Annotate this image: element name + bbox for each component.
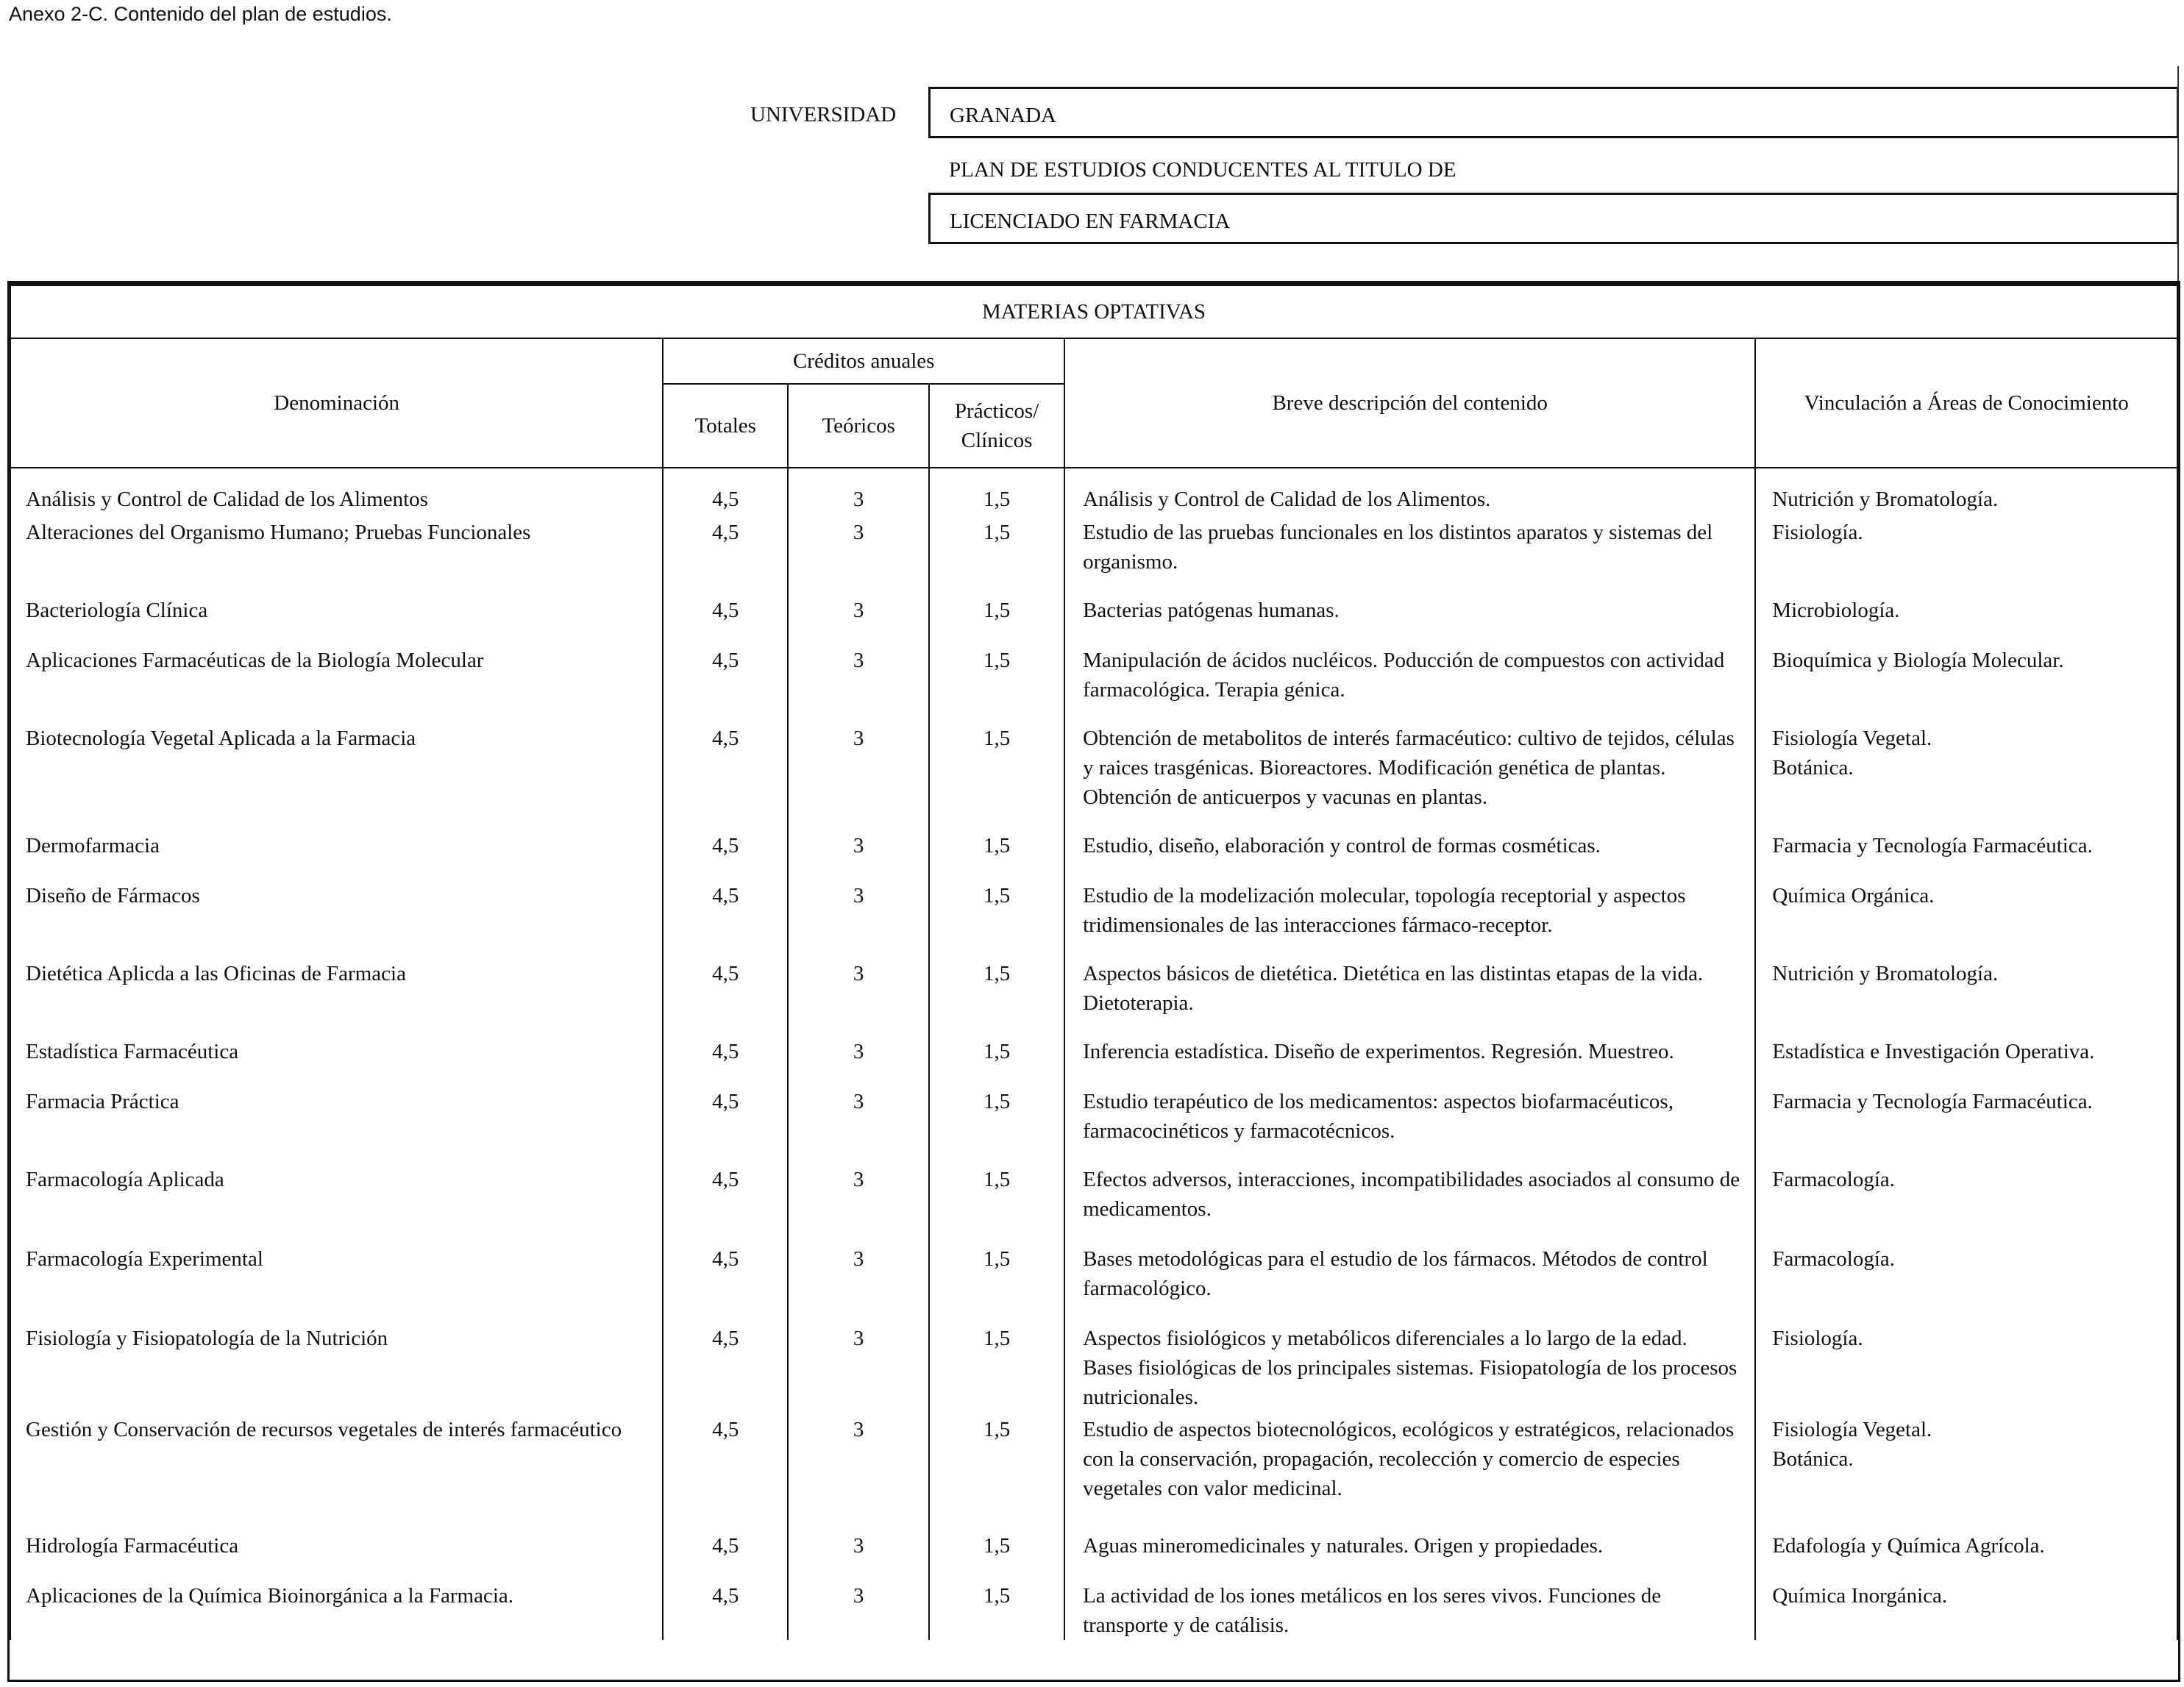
course-name: Farmacología Aplicada [10,1165,663,1244]
course-name: Aplicaciones Farmacéuticas de la Biología Molecular [10,646,663,724]
credits-theory: 3 [788,596,929,646]
credits-total: 4,5 [663,831,788,881]
credits-total: 4,5 [663,724,788,831]
knowledge-areas: Bioquímica y Biología Molecular. [1755,646,2177,724]
knowledge-areas: Química Inorgánica. [1755,1581,2177,1640]
credits-theory: 3 [788,1324,929,1415]
col-name-header: Denominación [10,338,663,468]
credits-practice: 1,5 [929,1165,1064,1244]
annex-caption: Anexo 2-C. Contenido del plan de estudios. [9,3,392,25]
course-description: Bases metodológicas para el estudio de los fármacos. Métodos de control farmacológico. [1064,1244,1755,1324]
credits-total: 4,5 [663,959,788,1037]
course-description: Análisis y Control de Calidad de los Alimentos. [1064,468,1755,518]
courses-table-frame [7,281,2180,1682]
course-description: Manipulación de ácidos nucléicos. Poducción de compuestos con actividad farmacológica. Terapia génica. [1064,646,1755,724]
course-description: Estudio, diseño, elaboración y control de formas cosméticas. [1064,831,1755,881]
knowledge-areas: Estadística e Investigación Operativa. [1755,1037,2177,1087]
table-row [10,1087,2177,1165]
credits-theory: 3 [788,881,929,959]
credits-theory: 3 [788,1415,929,1531]
course-name: Dietética Aplicda a las Oficinas de Farmacia [10,959,663,1037]
credits-practice: 1,5 [929,724,1064,831]
course-description: Obtención de metabolitos de interés farmacéutico: cultivo de tejidos, células y raices trasgénicas. Bioreactores. Modificación genética de plantas. Obtención de anticuerpos y vacunas en plantas. [1064,724,1755,831]
credits-theory: 3 [788,1244,929,1324]
section-title: MATERIAS OPTATIVAS [10,285,2177,338]
university-field [928,87,2179,138]
credits-total: 4,5 [663,1581,788,1640]
credits-total: 4,5 [663,881,788,959]
table-row [10,1037,2177,1087]
plan-label: PLAN DE ESTUDIOS CONDUCENTES AL TITULO DE [949,158,1456,182]
course-description: Bacterias patógenas humanas. [1064,596,1755,646]
course-name: Biotecnología Vegetal Aplicada a la Farmacia [10,724,663,831]
col-description-header: Breve descripción del contenido [1064,338,1755,468]
credits-theory: 3 [788,1037,929,1087]
table-row [10,596,2177,646]
credits-total: 4,5 [663,518,788,596]
col-theory-header: Teóricos [788,384,929,468]
course-description: Inferencia estadística. Diseño de experimentos. Regresión. Muestreo. [1064,1037,1755,1087]
credits-theory: 3 [788,959,929,1037]
credits-theory: 3 [788,1087,929,1165]
course-name: Farmacia Práctica [10,1087,663,1165]
knowledge-areas: Farmacología. [1755,1244,2177,1324]
credits-total: 4,5 [663,468,788,518]
credits-theory: 3 [788,1165,929,1244]
table-row [10,1165,2177,1244]
credits-practice: 1,5 [929,1037,1064,1087]
course-name: Fisiología y Fisiopatología de la Nutrición [10,1324,663,1415]
course-name: Aplicaciones de la Química Bioinorgánica a la Farmacia. [10,1581,663,1640]
col-total-header: Totales [663,384,788,468]
table-row [10,1244,2177,1324]
table-row [10,1581,2177,1640]
course-name: Dermofarmacia [10,831,663,881]
course-name: Diseño de Fármacos [10,881,663,959]
table-row [10,1531,2177,1581]
table-row [10,959,2177,1037]
knowledge-areas: Fisiología. [1755,518,2177,596]
credits-practice: 1,5 [929,1415,1064,1531]
credits-theory: 3 [788,468,929,518]
course-description: Estudio de aspectos biotecnológicos, ecológicos y estratégicos, relacionados con la conservación, propagación, recolección y comercio de especies vegetales con valor medicinal. [1064,1415,1755,1531]
knowledge-areas: Farmacia y Tecnología Farmacéutica. [1755,1087,2177,1165]
credits-practice: 1,5 [929,881,1064,959]
knowledge-areas: Farmacología. [1755,1165,2177,1244]
degree-title-value: LICENCIADO EN FARMACIA [950,210,1231,233]
margin-rule [2177,66,2179,287]
course-description: Estudio de las pruebas funcionales en los distintos aparatos y sistemas del organismo. [1064,518,1755,596]
course-description: Aguas mineromedicinales y naturales. Origen y propiedades. [1064,1531,1755,1581]
university-value: GRANADA [950,104,1056,127]
credits-total: 4,5 [663,1165,788,1244]
course-description: Aspectos básicos de dietética. Dietética en las distintas etapas de la vida. Dietoterapia. [1064,959,1755,1037]
knowledge-areas: Fisiología Vegetal. Botánica. [1755,1415,2177,1531]
knowledge-areas: Fisiología. [1755,1324,2177,1415]
credits-practice: 1,5 [929,1324,1064,1415]
credits-total: 4,5 [663,1531,788,1581]
table-row [10,1415,2177,1531]
credits-total: 4,5 [663,1415,788,1531]
course-description: Aspectos fisiológicos y metabólicos diferenciales a lo largo de la edad. Bases fisiológicas de los principales sistemas. Fisiopatología de los procesos nutricionales. [1064,1324,1755,1415]
credits-practice: 1,5 [929,518,1064,596]
knowledge-areas: Fisiología Vegetal. Botánica. [1755,724,2177,831]
credits-practice: 1,5 [929,468,1064,518]
credits-practice: 1,5 [929,1244,1064,1324]
credits-practice: 1,5 [929,1581,1064,1640]
knowledge-areas: Microbiología. [1755,596,2177,646]
credits-theory: 3 [788,831,929,881]
table-row [10,1324,2177,1415]
knowledge-areas: Edafología y Química Agrícola. [1755,1531,2177,1581]
table-row [10,724,2177,831]
course-description: Efectos adversos, interacciones, incompatibilidades asociados al consumo de medicamentos. [1064,1165,1755,1244]
table-row [10,881,2177,959]
col-credits-header: Créditos anuales [663,338,1064,384]
credits-total: 4,5 [663,1087,788,1165]
credits-practice: 1,5 [929,831,1064,881]
credits-theory: 3 [788,646,929,724]
degree-title-field [928,193,2179,244]
credits-total: 4,5 [663,1324,788,1415]
credits-total: 4,5 [663,596,788,646]
credits-theory: 3 [788,1531,929,1581]
university-label: UNIVERSIDAD [750,103,897,126]
course-description: Estudio terapéutico de los medicamentos: aspectos biofarmacéuticos, farmacocinéticos y farmacotécnicos. [1064,1087,1755,1165]
course-name: Farmacología Experimental [10,1244,663,1324]
table-row [10,468,2177,518]
table-body [10,468,2177,1640]
credits-practice: 1,5 [929,1087,1064,1165]
credits-theory: 3 [788,1581,929,1640]
course-name: Análisis y Control de Calidad de los Alimentos [10,468,663,518]
credits-practice: 1,5 [929,646,1064,724]
course-name: Alteraciones del Organismo Humano; Pruebas Funcionales [10,518,663,596]
credits-theory: 3 [788,724,929,831]
col-practice-header: Prácticos/ Clínicos [929,384,1064,468]
credits-practice: 1,5 [929,959,1064,1037]
knowledge-areas: Nutrición y Bromatología. [1755,468,2177,518]
course-description: La actividad de los iones metálicos en los seres vivos. Funciones de transporte y de catálisis. [1064,1581,1755,1640]
table-row [10,646,2177,724]
course-name: Hidrología Farmacéutica [10,1531,663,1581]
table-row [10,518,2177,596]
course-name: Estadística Farmacéutica [10,1037,663,1087]
credits-practice: 1,5 [929,596,1064,646]
credits-theory: 3 [788,518,929,596]
knowledge-areas: Nutrición y Bromatología. [1755,959,2177,1037]
knowledge-areas: Química Orgánica. [1755,881,2177,959]
course-description: Estudio de la modelización molecular, topología receptorial y aspectos tridimensionales de las interacciones fármaco-receptor. [1064,881,1755,959]
col-areas-header: Vinculación a Áreas de Conocimiento [1755,338,2177,468]
credits-total: 4,5 [663,646,788,724]
course-name: Bacteriología Clínica [10,596,663,646]
table-row [10,831,2177,881]
elective-courses-table [10,283,2178,1640]
credits-practice: 1,5 [929,1531,1064,1581]
credits-total: 4,5 [663,1244,788,1324]
course-name: Gestión y Conservación de recursos vegetales de interés farmacéutico [10,1415,663,1531]
knowledge-areas: Farmacia y Tecnología Farmacéutica. [1755,831,2177,881]
credits-total: 4,5 [663,1037,788,1087]
